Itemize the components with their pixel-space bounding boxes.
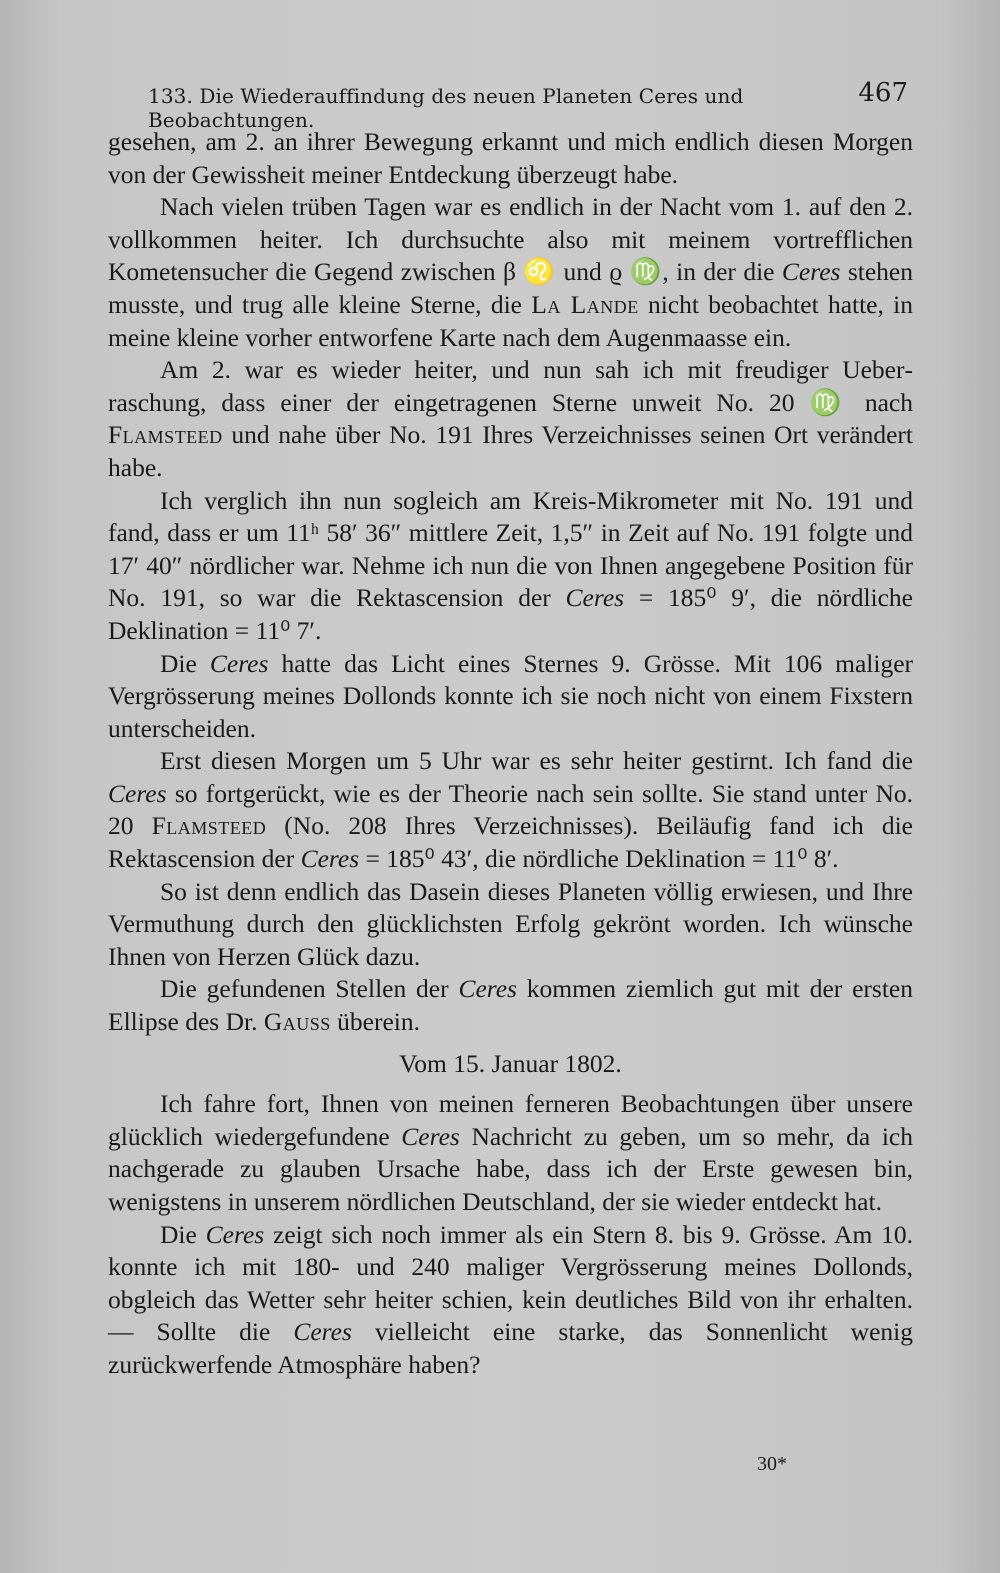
signature-mark: 30* [757, 1453, 787, 1475]
ceres-name: Ceres [458, 974, 517, 1004]
gauss-name: Gauss [263, 1007, 331, 1037]
ceres-name: Ceres [401, 1121, 460, 1151]
ceres-name: Ceres [205, 1219, 265, 1249]
ceres-name: Ceres [300, 844, 360, 874]
running-header [148, 78, 908, 132]
running-title: 133. Die Wiederauffindung des neuen Planeten Ceres und Beobachtungen. [148, 84, 744, 132]
paragraph: Nach vielen trüben Tagen war es endlich in der Nacht vom 1. auf den 2. vollkommen heiter. Ich durchsuchte also mit meinem vortrefflichen Kometensucher die Gegend zwischen β ♌ und ϱ ♍, in der die Ceres stehen musste, und trug alle kleine Sterne, die La Lande nicht beobachtet hatte, in meine kleine vorher entworfene Karte nach dem Augenmaasse ein. [108, 192, 913, 352]
paragraph: Ich verglich ihn nun sogleich am Kreis-Mikrometer mit No. 191 und fand, dass er um 11ʰ 58′ 36″ mittlere Zeit, 1,5″ in Zeit auf No. 191 folgte und 17′ 40″ nördlicher war. Nehme ich nun die von Ihnen angegebene Position für No. 191, so war die Rektascension der Ceres = 185⁰ 9′, die nördliche Deklination = 11⁰ 7′. [108, 485, 914, 645]
paragraph: Am 2. war es wieder heiter, und nun sah ich mit freudiger Ueberraschung, dass einer der eingetragenen Sterne unweit No. 20 ♍ nach Flamsteed und nahe über No. 191 Ihres Verzeichnisses seinen Ort verändert habe. [108, 355, 913, 482]
ceres-name: Ceres [209, 648, 269, 678]
flamsteed-name: Flamsteed [108, 420, 223, 450]
lalande-name: La Lande [531, 289, 639, 319]
paragraph: gesehen, am 2. an ihrer Bewegung erkannt und mich endlich diesen Morgen von der Gewissheit meiner Entdeckung überzeugt habe. [108, 127, 913, 189]
ceres-name: Ceres [108, 778, 167, 808]
ceres-name: Ceres [565, 583, 625, 613]
body-text [108, 126, 913, 1382]
ceres-name: Ceres [781, 257, 841, 287]
paragraph: Die Ceres hatte das Licht eines Sternes 9. Grösse. Mit 106 maliger Vergrösserung meines Dollonds konnte ich sie noch nicht von einem Fixstern unterscheiden. [108, 648, 913, 743]
ceres-name: Ceres [293, 1317, 352, 1347]
paragraph: Die Ceres zeigt sich noch immer als ein Stern 8. bis 9. Grösse. Am 10. konnte ich mit 180- und 240 maliger Vergrösserung meines Dollonds, obgleich das Wetter sehr heiter schien, kein deutliches Bild von ihr erhalten. — Sollte die Ceres vielleicht eine starke, das Sonnenlicht wenig zurückwerfende Atmosphäre haben? [108, 1219, 913, 1379]
paragraph: Ich fahre fort, Ihnen von meinen ferneren Beobachtungen über unsere glücklich wiedergefundene Ceres Nachricht zu geben, um so mehr, da ich nachgerade zu glauben Ursache habe, dass ich der Erste gewesen bin, wenigstens in unserem nördlichen Deutschland, der sie wieder entdeckt hat. [108, 1089, 913, 1216]
paragraph: Erst diesen Morgen um 5 Uhr war es sehr heiter gestirnt. Ich fand die Ceres so fortgerückt, wie es der Theorie nach sein sollte. Sie stand unter No. 20 Flamsteed (No. 208 Ihres Verzeichnisses). Beiläufig fand ich die Rektascension der Ceres = 185⁰ 43′, die nördliche Deklination = 11⁰ 8′. [108, 746, 914, 874]
paragraph: Die gefundenen Stellen der Ceres kommen ziemlich gut mit der ersten Ellipse des Dr. Gauss überein. [108, 974, 913, 1037]
page-number: 467 [858, 78, 908, 108]
flamsteed-name: Flamsteed [151, 811, 267, 841]
paragraph: So ist denn endlich das Dasein dieses Planeten völlig erwiesen, und Ihre Vermuthung durch den glücklichsten Erfolg gekrönt worden. Ich wünsche Ihnen von Herzen Glück dazu. [108, 876, 913, 971]
section-date-heading: Vom 15. Januar 1802. [399, 1048, 622, 1078]
